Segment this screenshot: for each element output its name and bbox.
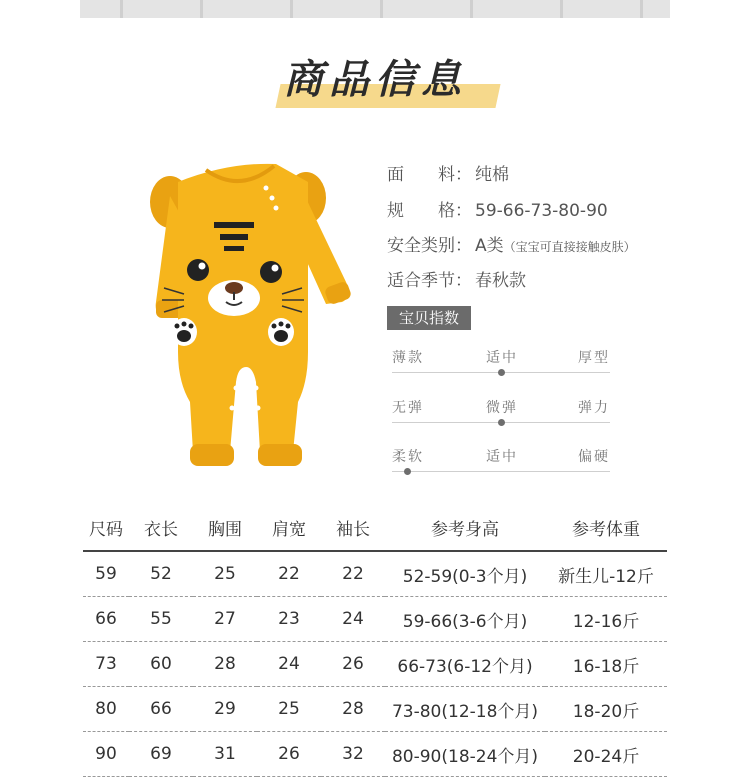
thickness-scale [392,347,610,387]
scale-right-label: 弹力 [578,400,610,416]
cell: 27 [193,597,257,642]
tiger-romper-image [148,152,358,474]
scale-left-label: 柔软 [392,449,424,465]
table-row [83,732,667,777]
cell: 90 [83,732,129,777]
cell: 29 [193,687,257,732]
cell: 31 [193,732,257,777]
spec-season [387,266,526,291]
scale-right-label: 偏硬 [578,449,610,465]
spec-value: 59-66-73-80-90 [475,201,608,221]
cell: 12-16斤 [545,597,667,642]
cell: 28 [321,687,385,732]
table-row [83,642,667,687]
scale-marker [498,369,505,376]
scale-left-label: 无弹 [392,400,424,416]
cell: 24 [257,642,321,687]
spec-value: A类 [475,236,504,256]
cell: 22 [257,551,321,597]
cell: 73 [83,642,129,687]
spec-label: 安全类别： [387,236,472,256]
cell: 52 [129,551,193,597]
spec-material [387,160,509,185]
cell: 60 [129,642,193,687]
cell: 新生儿-12斤 [545,551,667,597]
page-title: 商品信息 [283,57,467,103]
col-header: 肩宽 [257,504,321,551]
cell: 25 [257,687,321,732]
scale-mid-label: 适中 [486,350,518,366]
scale-marker [404,468,411,475]
cell: 28 [193,642,257,687]
spec-value: 春秋款 [475,271,526,291]
cell: 22 [321,551,385,597]
cell: 66 [129,687,193,732]
cell: 59 [83,551,129,597]
table-header-row [83,504,667,551]
spec-note: （宝宝可直接接触皮肤） [503,240,636,254]
cell: 16-18斤 [545,642,667,687]
elasticity-scale [392,397,610,437]
scale-left-label: 薄款 [392,350,424,366]
col-header: 袖长 [321,504,385,551]
cell: 20-24斤 [545,732,667,777]
spec-label: 面 料： [387,165,472,185]
section-title [252,52,498,110]
scale-mid-label: 微弹 [486,400,518,416]
cell: 73-80(12-18个月) [385,687,545,732]
index-badge: 宝贝指数 [387,306,471,330]
cell: 66-73(6-12个月) [385,642,545,687]
cell: 24 [321,597,385,642]
col-header: 尺码 [83,504,129,551]
cell: 23 [257,597,321,642]
table-row [83,597,667,642]
table-row [83,551,667,597]
top-photo-strip [80,0,670,18]
size-table [83,504,667,777]
cell: 66 [83,597,129,642]
cell: 80-90(18-24个月) [385,732,545,777]
cell: 69 [129,732,193,777]
scale-mid-label: 适中 [486,449,518,465]
spec-label: 规 格： [387,201,472,221]
cell: 25 [193,551,257,597]
cell: 32 [321,732,385,777]
softness-scale [392,446,610,486]
spec-label: 适合季节： [387,271,472,291]
cell: 80 [83,687,129,732]
cell: 59-66(3-6个月) [385,597,545,642]
col-header: 衣长 [129,504,193,551]
cell: 52-59(0-3个月) [385,551,545,597]
cell: 18-20斤 [545,687,667,732]
cell: 26 [257,732,321,777]
col-header: 胸围 [193,504,257,551]
col-header: 参考身高 [385,504,545,551]
table-row [83,687,667,732]
scale-right-label: 厚型 [578,350,610,366]
cell: 55 [129,597,193,642]
spec-safety [387,231,636,256]
scale-marker [498,419,505,426]
cell: 26 [321,642,385,687]
scale-track [392,471,610,472]
spec-size [387,196,608,221]
col-header: 参考体重 [545,504,667,551]
spec-value: 纯棉 [475,165,509,185]
